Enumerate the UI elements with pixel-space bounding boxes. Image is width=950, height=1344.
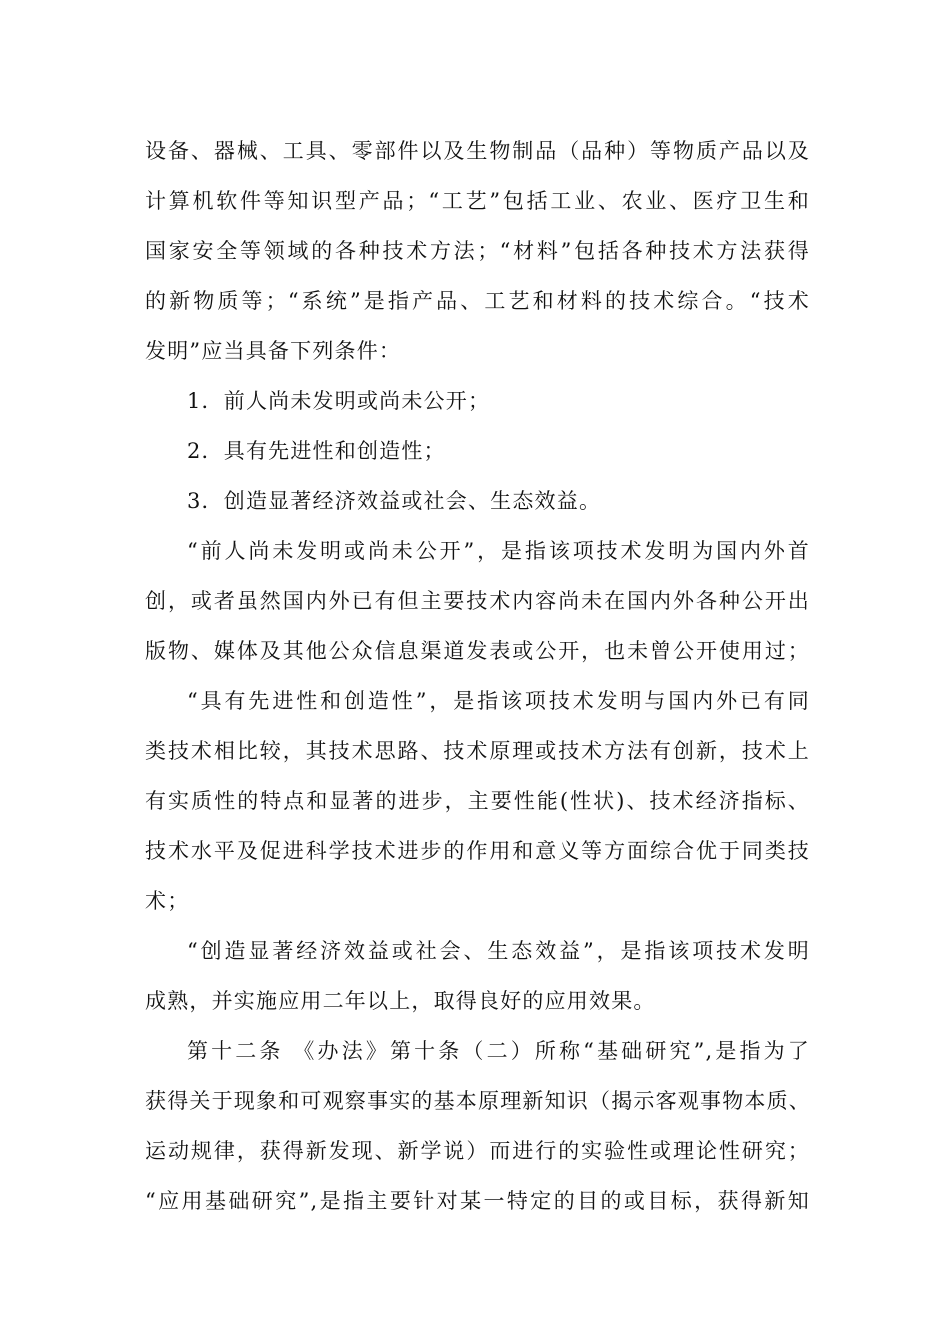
- text-line: 运动规律，获得新发现、新学说）而进行的实验性或理论性研究；: [145, 1139, 810, 1163]
- text-line: “前人尚未发明或尚未公开”，是指该项技术发明为国内外首: [187, 539, 810, 563]
- text-line: 有实质性的特点和显著的进步，主要性能(性状)、技术经济指标、: [145, 789, 810, 813]
- text-line: 成熟，并实施应用二年以上，取得良好的应用效果。: [145, 989, 656, 1013]
- list-item: 3．创造显著经济效益或社会、生态效益。: [187, 489, 602, 513]
- text-line: 国家安全等领域的各种技术方法；“材料”包括各种技术方法获得: [145, 239, 810, 263]
- text-line: “创造显著经济效益或社会、生态效益”，是指该项技术发明: [187, 939, 810, 963]
- text-line: 术；: [145, 889, 190, 913]
- text-line: 类技术相比较，其技术思路、技术原理或技术方法有创新，技术上: [145, 739, 810, 763]
- text-line: 第十二条 《办法》第十条（二）所称“基础研究”,是指为了: [187, 1039, 810, 1063]
- document-page: [145, 126, 810, 1226]
- list-item: 1．前人尚未发明或尚未公开；: [187, 389, 491, 413]
- text-line: “应用基础研究”,是指主要针对某一特定的目的或目标，获得新知: [145, 1189, 810, 1213]
- text-line: 发明”应当具备下列条件：: [145, 339, 402, 363]
- text-line: “具有先进性和创造性”，是指该项技术发明与国内外已有同: [187, 689, 810, 713]
- text-line: 创，或者虽然国内外已有但主要技术内容尚未在国内外各种公开出: [145, 589, 810, 613]
- text-line: 设备、器械、工具、零部件以及生物制品（品种）等物质产品以及: [145, 139, 810, 163]
- text-line: 计算机软件等知识型产品；“工艺”包括工业、农业、医疗卫生和: [145, 189, 810, 213]
- text-line: 版物、媒体及其他公众信息渠道发表或公开，也未曾公开使用过；: [145, 639, 810, 663]
- text-line: 获得关于现象和可观察事实的基本原理新知识（揭示客观事物本质、: [145, 1089, 811, 1113]
- text-line: 技术水平及促进科学技术进步的作用和意义等方面综合优于同类技: [145, 839, 810, 863]
- list-item: 2．具有先进性和创造性；: [187, 439, 446, 463]
- text-line: 的新物质等；“系统”是指产品、工艺和材料的技术综合。“技术: [145, 289, 810, 313]
